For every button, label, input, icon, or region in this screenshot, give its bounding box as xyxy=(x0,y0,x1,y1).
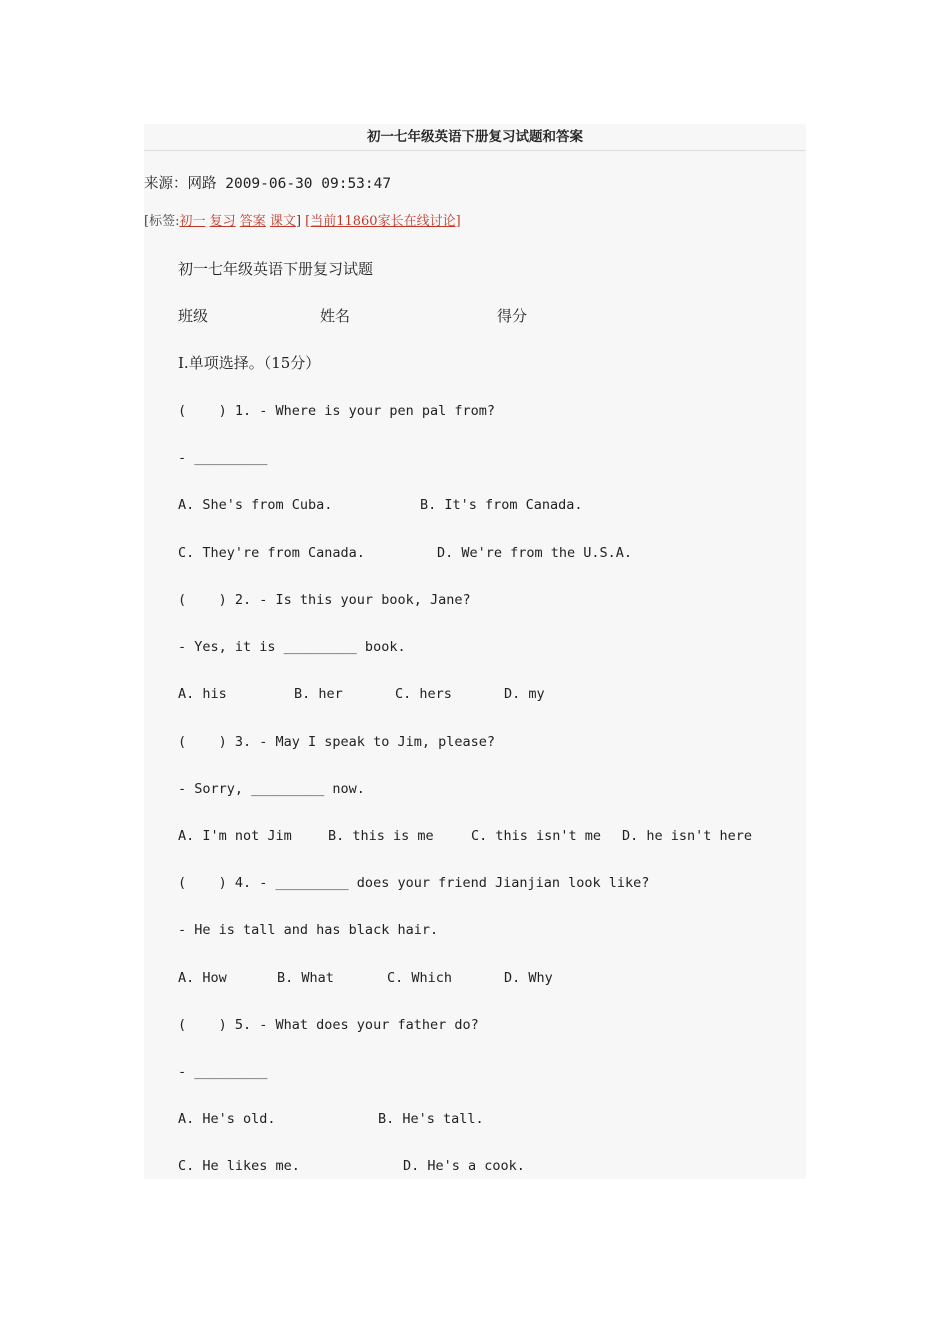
question-2-option-d: D. my xyxy=(504,686,545,702)
question-1-option-d: D. We're from the U.S.A. xyxy=(437,545,633,561)
question-3-option-a: A. I'm not Jim xyxy=(178,828,292,844)
question-5-stem: ( ) 5. - What does your father do? xyxy=(178,1017,479,1033)
question-3-option-b: B. this is me xyxy=(328,828,434,844)
question-3-option-c: C. this isn't me xyxy=(471,828,602,844)
question-1-option-a: A. She's from Cuba. xyxy=(178,497,333,513)
tags-prefix: [标签: xyxy=(144,214,180,229)
question-3-answer-line: - Sorry, _________ now. xyxy=(178,781,365,797)
question-4-answer-line: - He is tall and has black hair. xyxy=(178,922,439,938)
tag-link-fuxi[interactable]: 复习 xyxy=(209,214,236,229)
tags-suffix: ] xyxy=(295,214,302,229)
class-label: 班级 xyxy=(178,307,209,325)
question-1-option-b: B. It's from Canada. xyxy=(420,497,583,513)
tag-link-daan[interactable]: 答案 xyxy=(239,214,266,229)
question-2-option-b: B. her xyxy=(294,686,343,702)
question-4-option-a: A. How xyxy=(178,970,227,986)
question-4-option-c: C. Which xyxy=(387,970,453,986)
question-1-option-c: C. They're from Canada. xyxy=(178,545,365,561)
question-5-option-b: B. He's tall. xyxy=(378,1111,484,1127)
source-line: 来源：网路 2009-06-30 09:53:47 xyxy=(144,176,392,192)
question-4-stem: ( ) 4. - _________ does your friend Jianjian look like? xyxy=(178,875,650,891)
exam-heading: 初一七年级英语下册复习试题 xyxy=(178,260,374,278)
question-4-option-d: D. Why xyxy=(504,970,553,986)
question-3-option-d: D. he isn't here xyxy=(622,828,753,844)
question-5-answer-line: - _________ xyxy=(178,1064,268,1080)
question-2-stem: ( ) 2. - Is this your book, Jane? xyxy=(178,592,471,608)
section-title: Ⅰ.单项选择。（15分） xyxy=(178,354,321,372)
question-4-option-b: B. What xyxy=(277,970,334,986)
question-5-option-c: C. He likes me. xyxy=(178,1158,300,1174)
question-1-answer-line: - _________ xyxy=(178,450,268,466)
tag-link-chuyi[interactable]: 初一 xyxy=(179,214,206,229)
question-3-stem: ( ) 3. - May I speak to Jim, please? xyxy=(178,734,495,750)
name-label: 姓名 xyxy=(320,307,351,325)
question-5-option-d: D. He's a cook. xyxy=(403,1158,525,1174)
score-label: 得分 xyxy=(497,307,528,325)
discussion-link[interactable]: [当前11860家长在线讨论] xyxy=(305,214,461,229)
question-5-option-a: A. He's old. xyxy=(178,1111,276,1127)
question-2-answer-line: - Yes, it is _________ book. xyxy=(178,639,406,655)
article-title: 初一七年级英语下册复习试题和答案 xyxy=(144,124,806,151)
question-1-stem: ( ) 1. - Where is your pen pal from? xyxy=(178,403,495,419)
tag-bar xyxy=(144,214,461,230)
question-2-option-a: A. his xyxy=(178,686,227,702)
tag-link-kewen[interactable]: 课文 xyxy=(269,214,296,229)
question-2-option-c: C. hers xyxy=(395,686,452,702)
